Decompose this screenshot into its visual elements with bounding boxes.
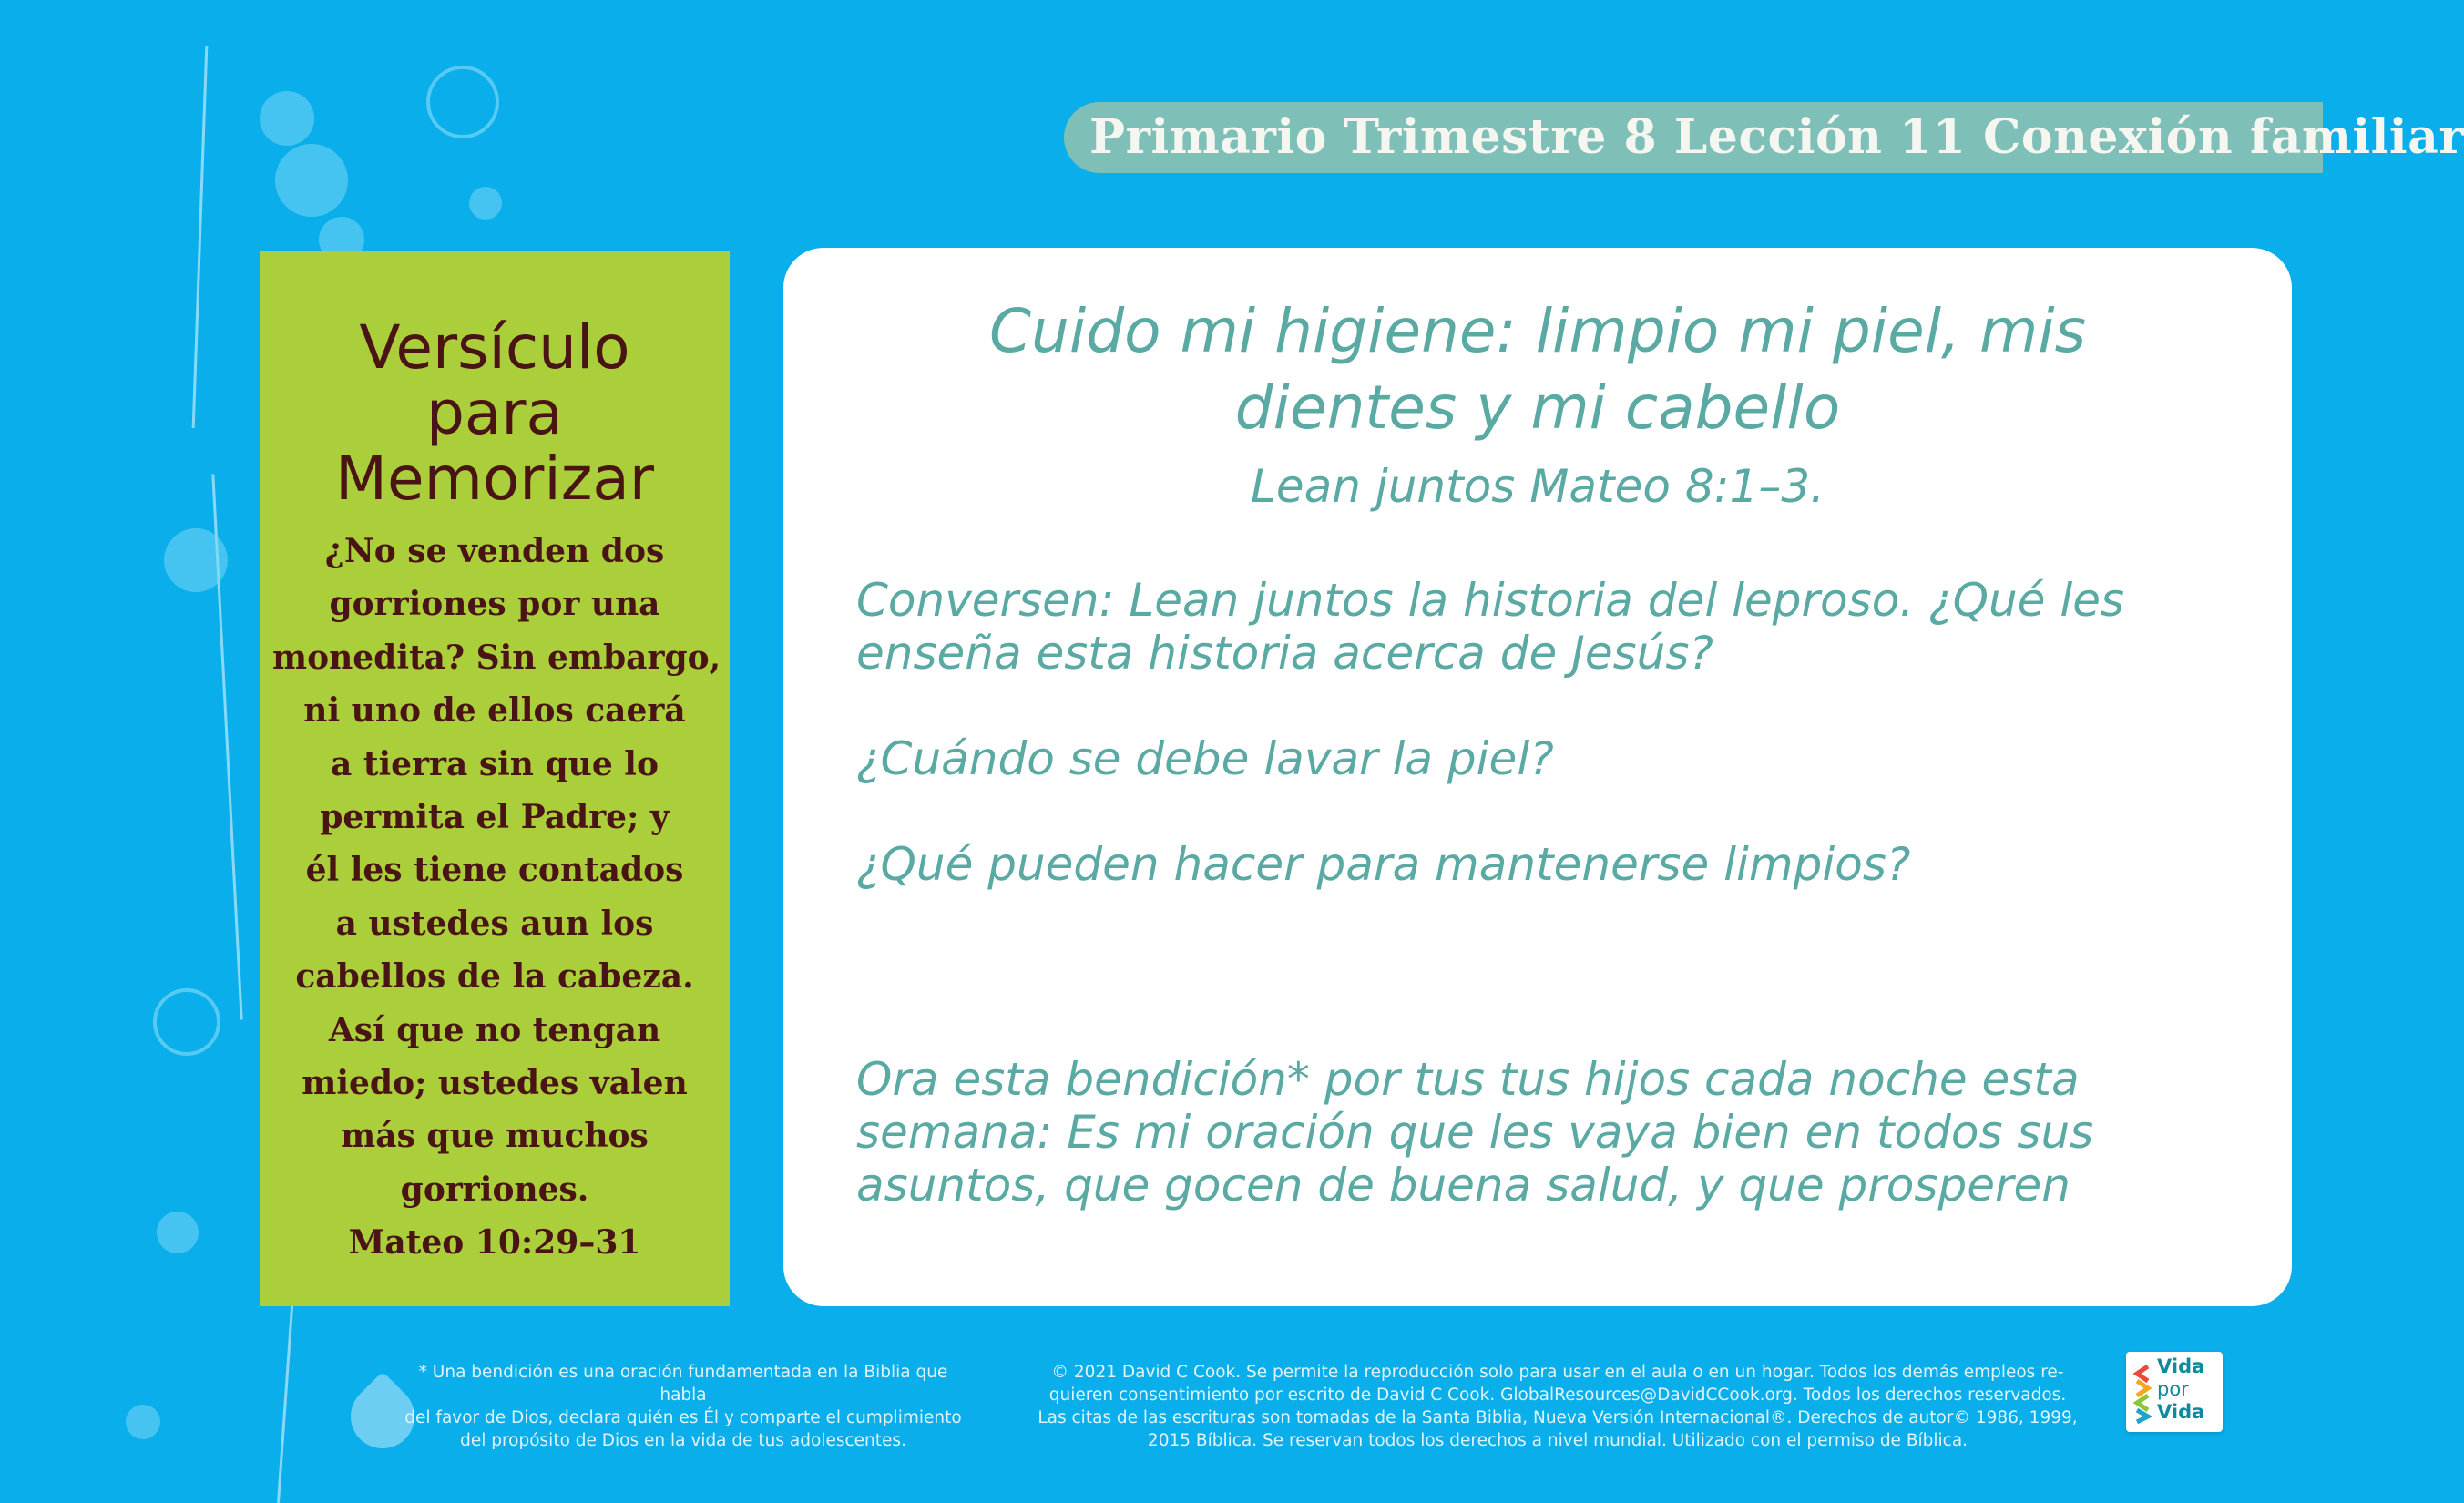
verse-line: cabellos de la cabeza. [295,957,694,997]
logo-line: Vida [2157,1401,2205,1423]
verse-line: a ustedes aun los [335,904,654,943]
verse-line: ni uno de ellos caerá [303,691,686,731]
title-line: dientes y mi cabello [1234,373,1841,443]
copyright-notice [1029,1361,2086,1452]
heading-line: Versículo [359,312,630,383]
bubble [164,528,228,592]
blessing-prompt [856,1053,2241,1212]
lesson-title [783,293,2292,446]
verse-line: a tierra sin que lo [331,744,659,783]
page-title: Primario Trimestre 8 Lección 11 Conexión familiar [1089,109,2464,165]
verse-line: gorriones por una [329,585,660,624]
blessing-line: semana: Es mi oración que les vaya bien en todos sus [856,1106,2094,1159]
verse-line: permita el Padre; y [320,798,670,837]
bubble [157,1212,199,1253]
blessing-line: asuntos, que gocen de buena salud, y que prosperen [856,1159,2070,1212]
footnote-line: del propósito de Dios en la vida de tus adolescentes. [460,1431,906,1450]
light-streak [277,1293,294,1503]
blessing-line: Ora esta bendición* por tus tus hijos cada noche esta [856,1053,2080,1106]
verse-line: más que muchos [341,1117,649,1156]
memory-verse-card [260,251,730,1306]
lesson-subtitle: Lean juntos Mateo 8:1–3. [1250,460,1825,513]
bubble [275,144,348,217]
verse-line: Así que no tengan [328,1010,661,1049]
bubble [153,988,220,1056]
footnote-line: del favor de Dios, declara quién es Él y comparte el cumplimiento [404,1408,962,1427]
bubble [260,91,314,146]
copyright-line: 2015 Bíblica. Se reservan todos los derechos a nivel mundial. Utilizado con el permiso de Bíblica. [1147,1431,1968,1450]
question-1: ¿Cuándo se debe lavar la piel? [856,732,1554,785]
light-streak [192,46,209,428]
discussion-line: enseña esta historia acerca de Jesús? [856,627,1713,680]
verse-reference: Mateo 10:29–31 [348,1223,641,1263]
verse-line: él les tiene contados [305,851,684,890]
memory-verse-heading [260,312,730,514]
question-2: ¿Qué pueden hacer para mantenerse limpios? [856,838,1911,891]
verse-line: ¿No se venden dos [324,532,665,570]
footnote [401,1361,966,1452]
vida-por-vida-logo [2126,1352,2223,1432]
verse-line: miedo; ustedes valen [302,1064,688,1103]
lesson-card [783,248,2292,1306]
verse-line: monedita? Sin embargo, [272,638,721,677]
bubble [126,1405,160,1439]
verse-line: gorriones. [400,1170,589,1209]
copyright-line: © 2021 David C Cook. Se permite la reproducción solo para usar en el aula o en un hogar. Todos los demás empleos re- [1051,1363,2064,1382]
memory-verse-text [260,525,730,1270]
bubble [426,66,499,138]
footnote-line: * Una bendición es una oración fundamentada en la Biblia que habla [418,1363,948,1405]
heading-line: para [426,378,563,448]
logo-text [2157,1355,2204,1424]
chevron-arrows-icon [2132,1365,2155,1423]
copyright-line: Las citas de las escrituras son tomadas de la Santa Biblia, Nueva Versión Internacional®. Derechos de autor© 1986, 1999, [1038,1408,2078,1427]
discussion-line: Conversen: Lean juntos la historia del leproso. ¿Qué les [856,574,2125,627]
logo-line: por [2157,1378,2189,1400]
heading-line: Memorizar [335,444,654,514]
bubble [469,187,502,220]
discussion-prompt [856,574,2241,680]
title-line: Cuido mi higiene: limpio mi piel, mis [988,296,2087,366]
copyright-line: quieren consentimiento por escrito de David C Cook. GlobalResources@DavidCCook.org. Todos los derechos reservados. [1048,1385,2067,1405]
logo-line: Vida [2157,1355,2205,1377]
